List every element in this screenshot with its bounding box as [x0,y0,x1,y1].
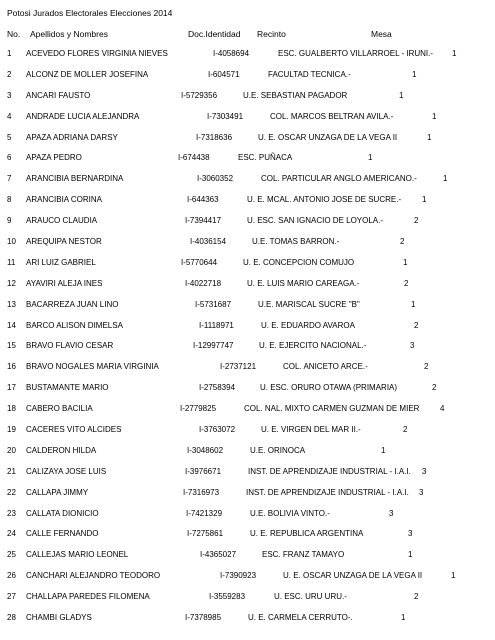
row-doc-identidad: I-2779825 [180,404,217,414]
table-row [0,129,495,150]
row-number: 5 [7,132,12,142]
table-row [0,191,495,212]
table-row [0,66,495,87]
row-number: 19 [7,425,16,435]
row-mesa: 1 [412,69,417,79]
row-mesa: 2 [432,383,437,393]
row-number: 6 [7,153,12,163]
row-name: CALLE FERNANDO [26,529,99,539]
row-mesa: 1 [427,132,432,142]
table-row [0,337,495,358]
row-recinto: U. E. LUIS MARIO CAREAGA.- [247,278,360,288]
row-name: CALLATA DIONICIO [26,508,99,518]
row-recinto: U. E. CONCEPCION COMUJO [243,257,355,267]
row-doc-identidad: I-644363 [187,195,219,205]
row-doc-identidad: I-4365027 [200,550,237,560]
table-row [0,275,495,296]
row-recinto: U. E. CARMELA CERRUTO-. [248,613,353,623]
row-doc-identidad: I-7390923 [220,571,257,581]
row-recinto: ESC. GUALBERTO VILLARROEL - IRUNI.- [278,49,434,58]
row-recinto: U.E. BOLIVIA VINTO.- [250,508,330,518]
row-mesa: 1 [422,195,427,205]
row-doc-identidad: I-5731687 [195,299,232,309]
row-mesa: 1 [368,153,373,163]
row-name: ACEVEDO FLORES VIRGINIA NIEVES [26,49,168,58]
row-recinto: COL. NAL. MIXTO CARMEN GUZMAN DE MIER [244,404,420,414]
header-no: No. [7,29,21,39]
row-mesa: 1 [408,550,413,560]
table-row [0,400,495,421]
row-mesa: 2 [414,592,419,602]
row-doc-identidad: I-3559283 [209,592,246,602]
row-number: 4 [7,111,12,121]
header-name: Apellidos y Nombres [30,29,108,39]
row-doc-identidad: I-3060352 [197,174,234,184]
row-recinto: ESC. FRANZ TAMAYO [262,550,345,560]
row-name: CABERO BACILIA [26,404,93,414]
row-name: CANCHARI ALEJANDRO TEODORO [26,571,161,581]
row-name: BRAVO FLAVIO CESAR [26,341,114,351]
row-recinto: U.E. MARISCAL SUCRE "B" [258,299,360,309]
table-row [0,233,495,254]
table-row [0,87,495,108]
row-recinto: INST. DE APRENDIZAJE INDUSTRIAL - I.A.I. [246,487,409,497]
row-name: ARI LUIZ GABRIEL [26,257,96,267]
row-mesa: 1 [399,90,404,100]
row-number: 28 [7,613,16,623]
row-name: ARANCIBIA CORINA [26,195,103,205]
row-mesa: 3 [389,508,394,518]
table-row [0,484,495,505]
row-name: CALIZAYA JOSE LUIS [26,466,107,476]
row-doc-identidad: I-7318636 [196,132,233,142]
table-row [0,421,495,442]
table-row [0,358,495,379]
table-row [0,296,495,317]
row-recinto: ESC. PUÑACA [238,153,293,163]
row-recinto: U. ESC. URU URU.- [274,592,347,602]
row-number: 17 [7,383,16,393]
row-recinto: U.E. TOMAS BARRON.- [252,237,340,247]
row-number: 16 [7,362,16,372]
row-name: ANDRADE LUCIA ALEJANDRA [26,111,140,121]
row-doc-identidad: I-7394417 [185,216,222,226]
row-recinto: U. E. EJERCITO NACIONAL.- [259,341,367,351]
row-mesa: 1 [381,445,386,455]
table-row [0,170,495,191]
table-row [0,463,495,484]
row-name: BRAVO NOGALES MARIA VIRGINIA [26,362,159,372]
row-doc-identidad: I-604571 [208,69,240,79]
row-mesa: 3 [422,466,427,476]
row-number: 14 [7,320,16,330]
row-number: 26 [7,571,16,581]
table-row [0,149,495,170]
row-name: ALCONZ DE MOLLER JOSEFINA [26,69,149,79]
row-name: CHALLAPA PAREDES FILOMENA [26,592,150,602]
row-number: 23 [7,508,16,518]
row-mesa: 2 [400,237,405,247]
table-row [0,317,495,338]
row-doc-identidad: I-1118971 [199,320,234,330]
row-recinto: U.E. SEBASTIAN PAGADOR [243,90,348,100]
row-name: ARANCIBIA BERNARDINA [26,174,124,184]
table-row [0,588,495,609]
table-row [0,505,495,526]
row-number: 9 [7,216,12,226]
row-name: BARCO ALISON DIMELSA [26,320,123,330]
row-doc-identidad: I-12997747 [193,341,234,351]
table-row [0,212,495,233]
row-number: 21 [7,466,16,476]
row-recinto: U. ESC. ORURO OTAWA (PRIMARIA) [260,383,398,393]
table-row [0,108,495,129]
row-mesa: 4 [440,404,445,414]
row-recinto: U. E. REPUBLICA ARGENTINA [250,529,364,539]
row-doc-identidad: I-4058694 [213,49,250,58]
row-number: 1 [7,49,12,58]
document-title: Potosi Jurados Electorales Elecciones 2014 [7,8,173,18]
row-mesa: 2 [404,278,409,288]
row-doc-identidad: I-5729356 [181,90,218,100]
row-number: 22 [7,487,16,497]
row-mesa: 2 [424,362,429,372]
row-doc-identidad: I-3976671 [185,466,222,476]
table-row [0,567,495,588]
row-mesa: 1 [452,49,457,58]
row-number: 27 [7,592,16,602]
row-recinto: COL. ANICETO ARCE.- [283,362,368,372]
row-name: APAZA ADRIANA DARSY [26,132,118,142]
header-mesa: Mesa [371,29,392,39]
row-recinto: INST. DE APRENDIZAJE INDUSTRIAL - I.A.I. [248,466,411,476]
row-doc-identidad: I-4036154 [190,237,227,247]
table-row [0,609,495,630]
row-number: 11 [7,257,16,267]
row-number: 25 [7,550,16,560]
row-number: 10 [7,237,16,247]
header-recinto: Recinto [257,29,286,39]
table-row [0,254,495,275]
row-name: CHAMBI GLADYS [26,613,92,623]
row-mesa: 2 [403,425,408,435]
row-mesa: 3 [410,341,415,351]
row-doc-identidad: I-3763072 [199,425,236,435]
row-doc-identidad: I-2737121 [220,362,257,372]
row-name: ARAUCO CLAUDIA [26,216,98,226]
row-recinto: COL. PARTICULAR ANGLO AMERICANO.- [261,174,417,184]
row-doc-identidad: I-4022718 [185,278,222,288]
row-name: CALLAPA JIMMY [26,487,89,497]
row-number: 18 [7,404,16,414]
row-mesa: 3 [408,529,413,539]
row-number: 8 [7,195,12,205]
row-number: 12 [7,278,16,288]
row-recinto: U.E. ORINOCA [250,445,306,455]
row-recinto: COL. MARCOS BELTRAN AVILA.- [270,111,394,121]
row-number: 20 [7,445,16,455]
row-number: 24 [7,529,16,539]
row-mesa: 1 [451,571,456,581]
row-number: 15 [7,341,16,351]
row-number: 7 [7,174,12,184]
row-mesa: 1 [401,613,406,623]
row-recinto: U. ESC. SAN IGNACIO DE LOYOLA.- [247,216,384,226]
row-mesa: 1 [443,174,448,184]
jurados-list [0,45,495,630]
row-number: 3 [7,90,12,100]
header-doc-identidad: Doc.Identidad [188,29,241,39]
row-name: AREQUIPA NESTOR [26,237,102,247]
row-doc-identidad: I-7421329 [186,508,223,518]
row-doc-identidad: I-3048602 [187,445,224,455]
row-doc-identidad: I-7316973 [183,487,220,497]
table-row [0,379,495,400]
row-recinto: FACULTAD TECNICA.- [268,69,351,79]
row-name: CACERES VITO ALCIDES [26,425,122,435]
row-doc-identidad: I-5770644 [181,257,218,267]
row-name: BUSTAMANTE MARIO [26,383,109,393]
row-recinto: U. E. OSCAR UNZAGA DE LA VEGA II [283,571,423,581]
row-name: AYAVIRI ALEJA INES [26,278,103,288]
row-mesa: 3 [419,487,424,497]
row-doc-identidad: I-7275861 [187,529,224,539]
row-recinto: U. E. OSCAR UNZAGA DE LA VEGA II [258,132,398,142]
row-mesa: 1 [411,299,416,309]
table-row [0,442,495,463]
row-name: ANCARI FAUSTO [26,90,91,100]
row-doc-identidad: I-7303491 [207,111,244,121]
row-mesa: 2 [414,216,419,226]
table-row [0,45,495,66]
row-recinto: U. E. VIRGEN DEL MAR II.- [261,425,361,435]
table-row [0,525,495,546]
row-name: CALLEJAS MARIO LEONEL [26,550,129,560]
row-mesa: 1 [403,257,408,267]
row-recinto: U. E. MCAL. ANTONIO JOSE DE SUCRE.- [247,195,402,205]
row-number: 13 [7,299,16,309]
row-name: APAZA PEDRO [26,153,82,163]
row-name: BACARREZA JUAN LINO [26,299,119,309]
row-recinto: U. E. EDUARDO AVAROA [261,320,355,330]
row-doc-identidad: I-2758394 [199,383,236,393]
row-mesa: 1 [432,111,437,121]
row-name: CALDERON HILDA [26,445,97,455]
row-doc-identidad: I-674438 [178,153,210,163]
row-doc-identidad: I-7378985 [185,613,222,623]
table-row [0,546,495,567]
row-mesa: 2 [414,320,419,330]
row-number: 2 [7,69,12,79]
